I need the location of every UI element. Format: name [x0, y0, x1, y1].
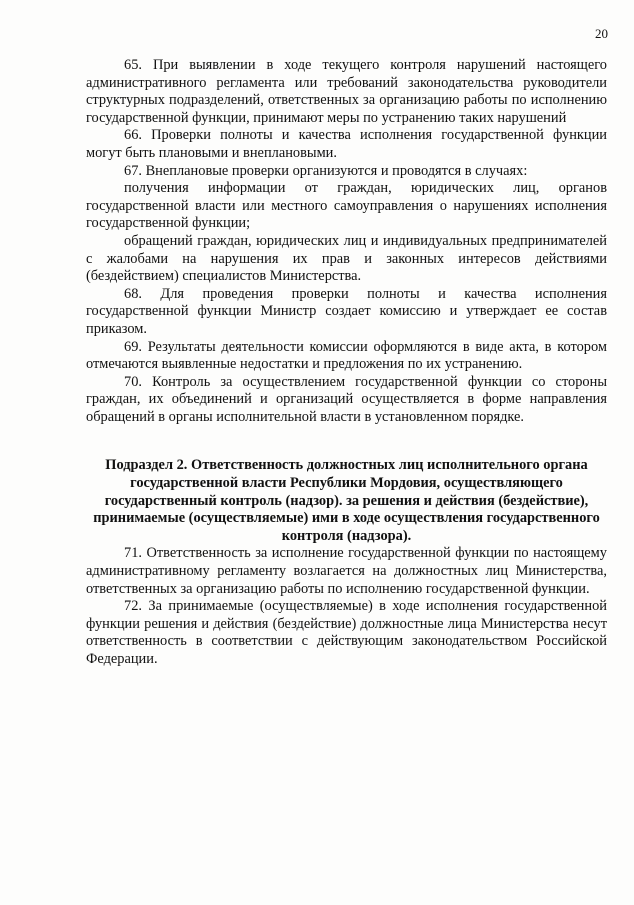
paragraph-69: 69. Результаты деятельности комиссии оформляются в виде акта, в котором отмечаются выявленные недостатки и предложения по их устранению. — [86, 338, 607, 373]
paragraph-66: 66. Проверки полноты и качества исполнения государственной функции могут быть плановыми и внеплановыми. — [86, 127, 607, 161]
paragraph-67-case-complaints: обращений граждан, юридических лиц и индивидуальных предпринимателей с жалобами на нарушения их прав и законных интересов действиями (бездействием) специалистов Министерства. — [86, 232, 607, 285]
paragraph-67: 67. Внеплановые проверки организуются и проводятся в случаях: — [124, 162, 528, 179]
paragraph-71: 71. Ответственность за исполнение государственной функции по настоящему административному регламенту возлагается на должностных лиц Министерства, ответственных за организацию работы по исполнению государственной функции. — [86, 545, 607, 597]
paragraph-72: 72. За принимаемые (осуществляемые) в ходе исполнения государственной функции решения и действия (бездействие) должностные лица Министерства несут ответственность в соответствии с действующим законодательством Российской Федерации. — [86, 598, 607, 667]
paragraph-70: 70. Контроль за осуществлением государственной функции со стороны граждан, их объединений и организаций осуществляется в форме направления обращений в органы исполнительной власти в установленном порядке. — [86, 373, 607, 425]
paragraph-65: 65. При выявлении в ходе текущего контроля нарушений настоящего административного регламента или требований законодательства руководители структурных подразделений, ответственных за организацию работы по исполнению государственной функции, принимают меры по устранению таких нарушений — [86, 57, 607, 126]
page-number: 20 — [595, 26, 608, 41]
paragraph-68: 68. Для проведения проверки полноты и качества исполнения государственной функции Министр создает комиссию и утверждает ее состав приказом. — [86, 285, 607, 337]
subsection-heading: Подраздел 2. Ответственность должностных лиц исполнительного органа государственной власти Республики Мордовия, осуществляющего государственный контроль (надзор). за решения и действия (бездействие), принимаемые (осуществляемые) ими в ходе осуществления государственного контроля (надзора). — [93, 457, 600, 544]
paragraph-67-case-information: получения информации от граждан, юридических лиц, органов государственной власти или местного самоуправления о нарушениях исполнения государственной функции; — [86, 180, 607, 232]
document-body — [86, 57, 607, 669]
